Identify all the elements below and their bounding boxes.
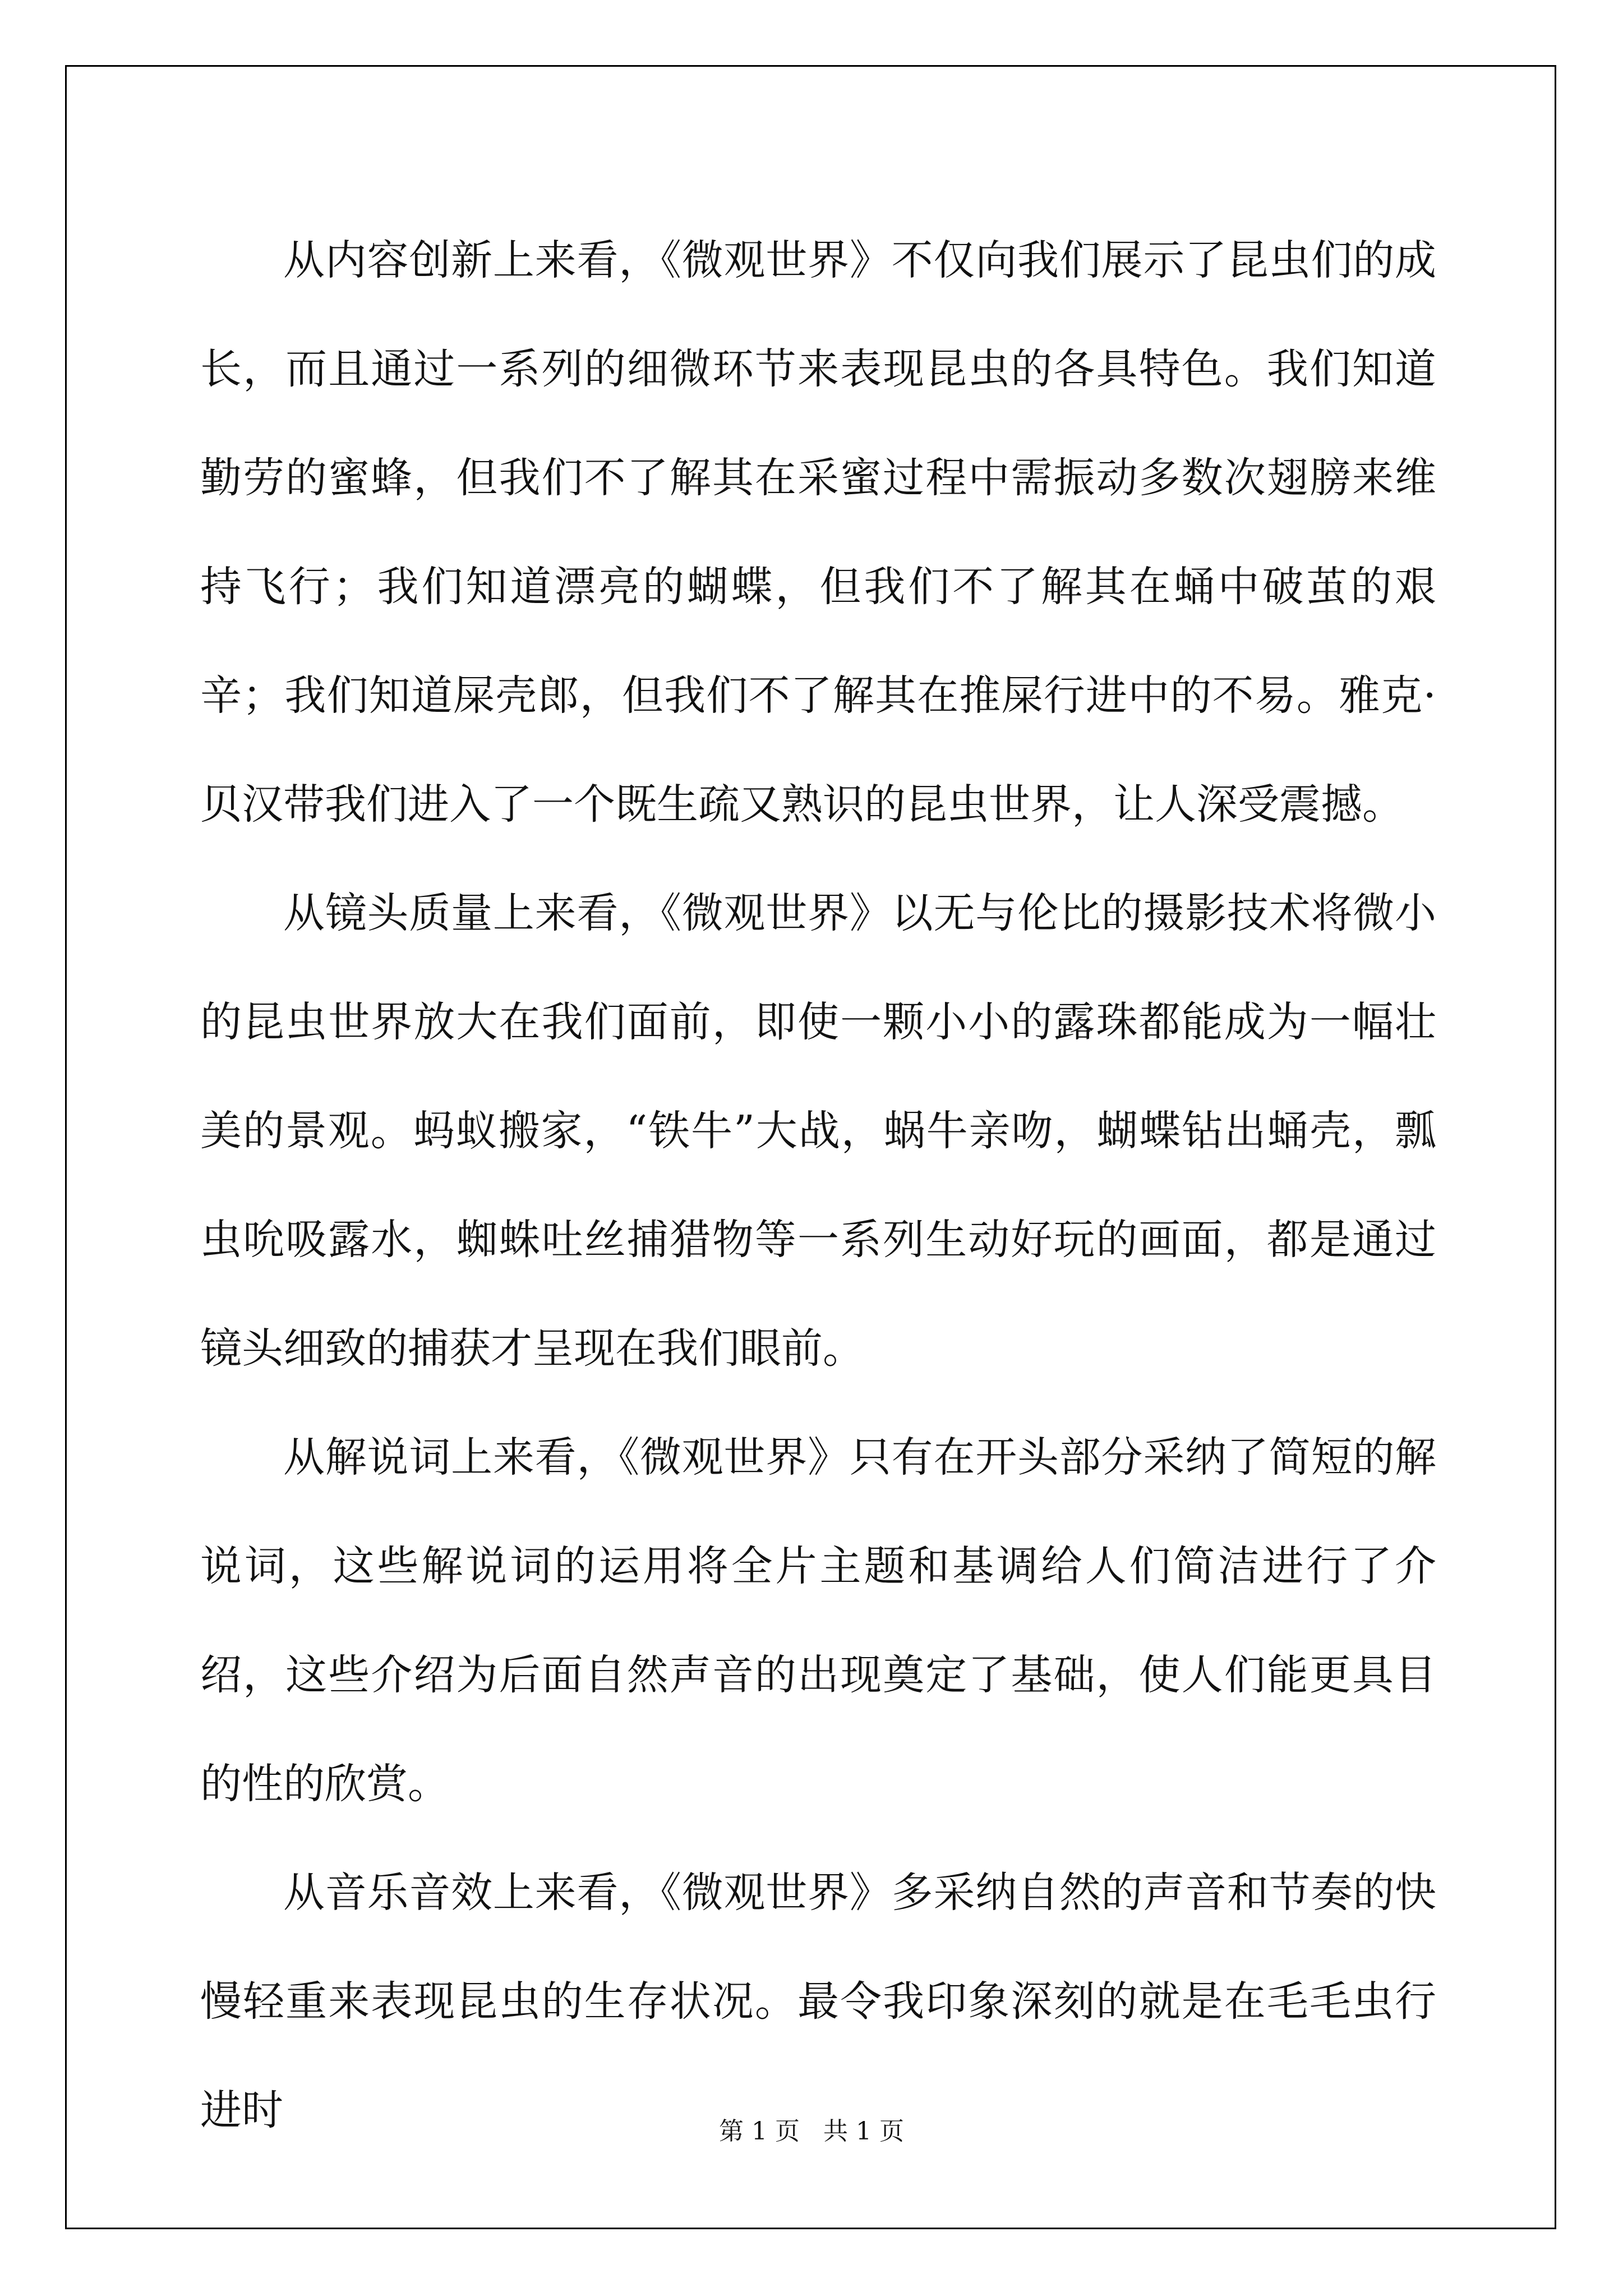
paragraph-lens-quality: 从镜头质量上来看，《微观世界》以无与伦比的摄影技术将微小的昆虫世界放大在我们面前，即使一颗小小的露珠都能成为一幅壮美的景观。蚂蚁搬家，“铁牛”大战，蜗牛亲吻，蝴蝶钻出蛹壳，瓢虫吮吸露水，蜘蛛吐丝捕猎物等一系列生动好玩的画面，都是通过镜头细致的捕获才呈现在我们眼前。 [200,889,1436,1373]
document-body [200,206,1436,2165]
paragraph-music-sound: 从音乐音效上来看，《微观世界》多采纳自然的声音和节奏的快慢轻重来表现昆虫的生存状况。最令我印象深刻的就是在毛毛虫行进时 [200,1869,1436,2134]
paragraph-narration: 从解说词上来看，《微观世界》只有在开头部分采纳了简短的解说词，这些解说词的运用将全片主题和基调给人们简洁进行了介绍，这些介绍为后面自然声音的出现奠定了基础，使人们能更具目的性的欣赏。 [200,1433,1436,1808]
page-number-footer: 第 1 页 共 1 页 [719,2117,904,2146]
paragraph-content-innovation: 从内容创新上来看，《微观世界》不仅向我们展示了昆虫们的成长，而且通过一系列的细微环节来表现昆虫的各具特色。我们知道勤劳的蜜蜂，但我们不了解其在采蜜过程中需振动多数次翅膀来维持飞行；我们知道漂亮的蝴蝶，但我们不了解其在蛹中破茧的艰辛；我们知道屎壳郎，但我们不了解其在推屎行进中的不易。雅克·贝汉带我们进入了一个既生疏又熟识的昆虫世界，让人深受震撼。 [200,236,1436,829]
